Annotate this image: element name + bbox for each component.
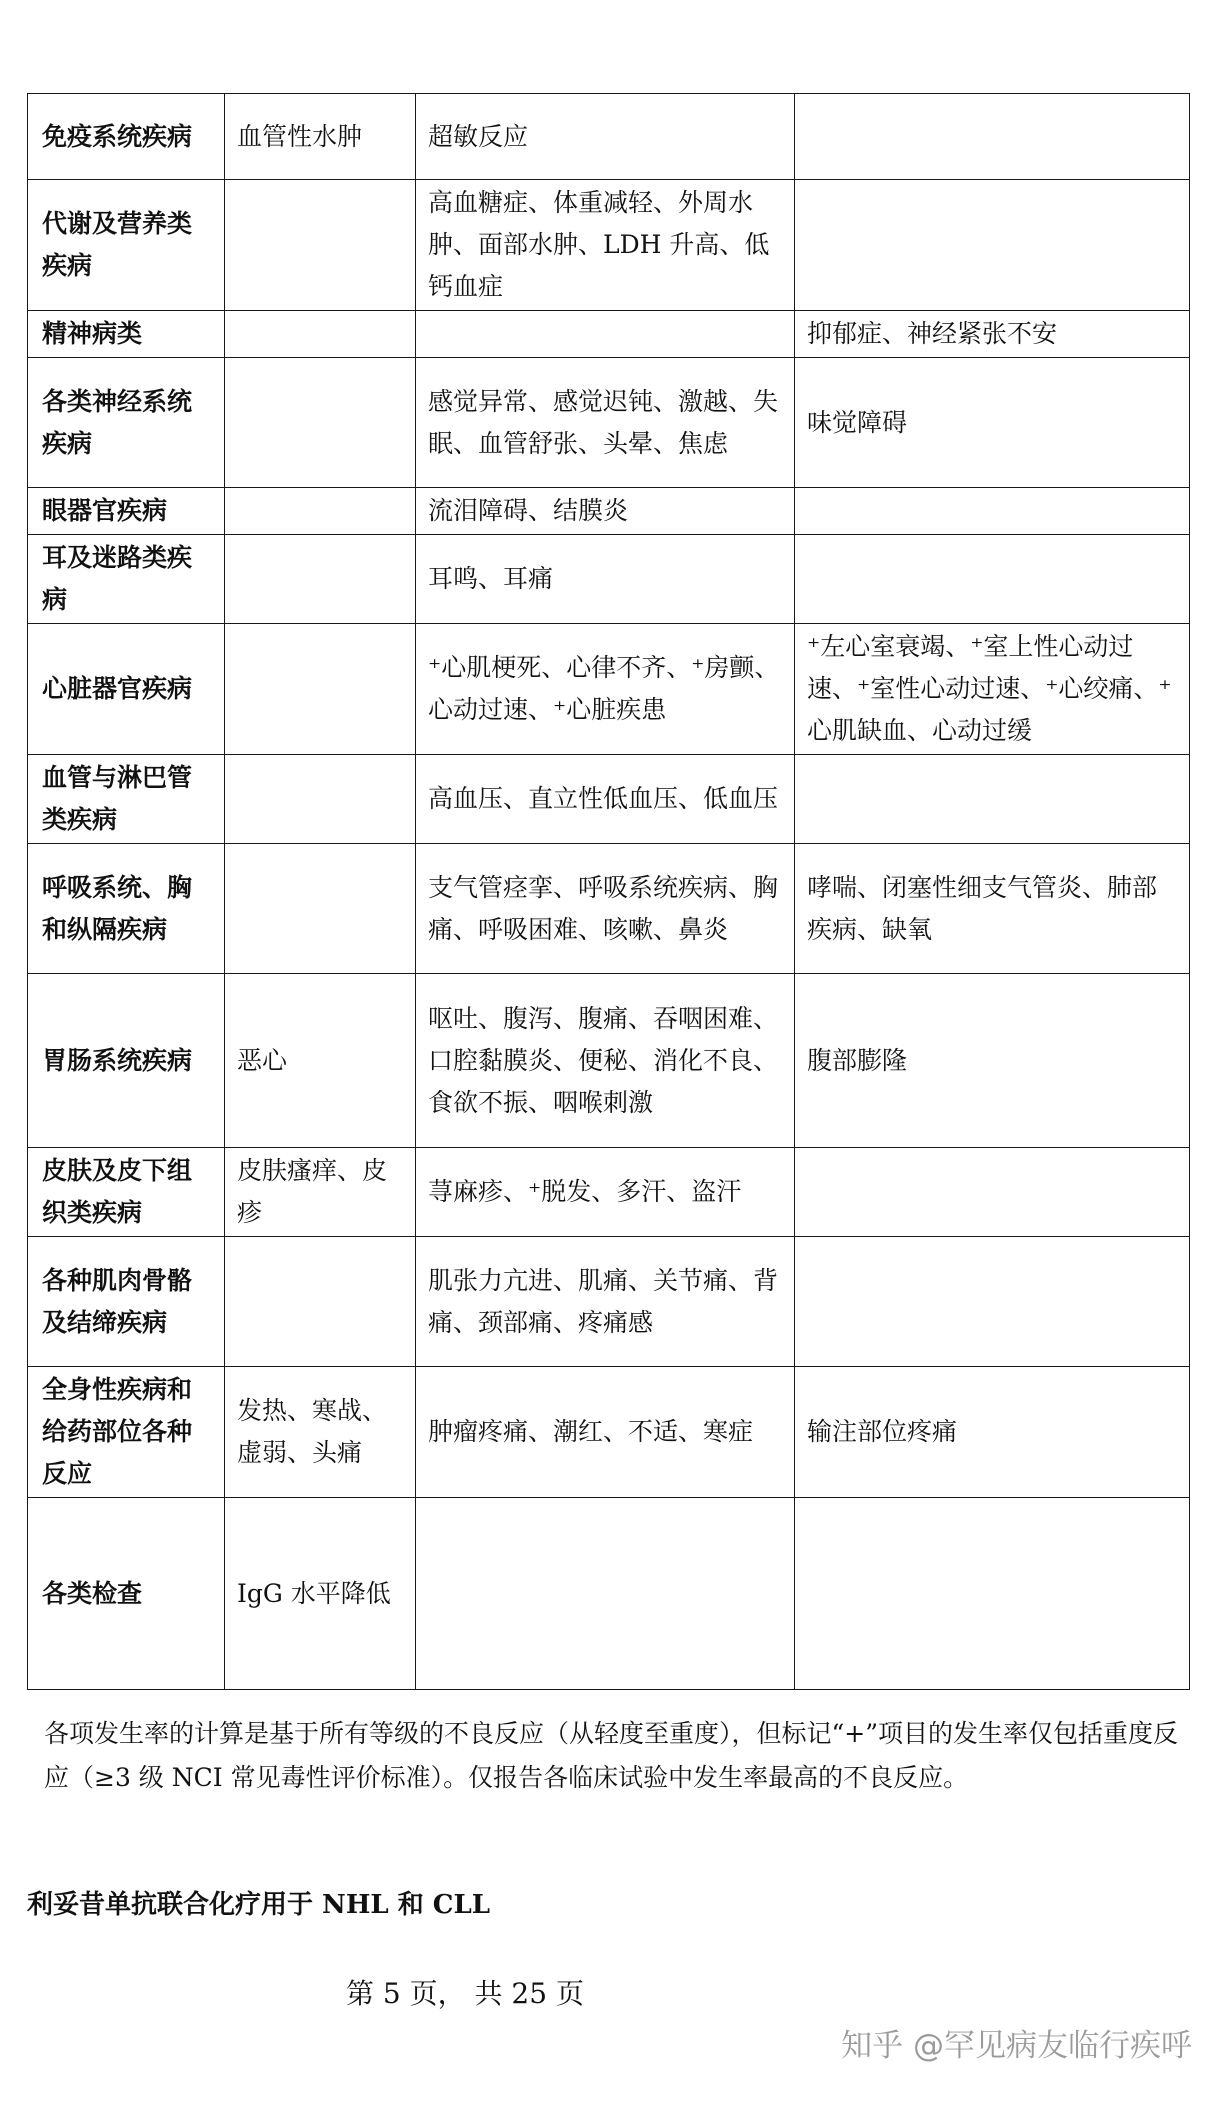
row-category: 眼器官疾病	[28, 488, 225, 535]
row-category: 各种肌肉骨骼及结缔疾病	[28, 1237, 225, 1367]
adverse-reactions-table	[27, 93, 1190, 1690]
cell-col2: 支气管痉挛、呼吸系统疾病、胸痛、呼吸困难、咳嗽、鼻炎	[416, 844, 795, 974]
cell-col2: 高血糖症、体重减轻、外周水肿、面部水肿、LDH 升高、低钙血症	[416, 180, 795, 311]
table-row	[28, 1237, 1190, 1367]
cell-col1: 血管性水肿	[225, 94, 416, 180]
cell-col3: 抑郁症、神经紧张不安	[795, 311, 1190, 358]
table-row	[28, 624, 1190, 755]
cell-col1: 皮肤瘙痒、皮疹	[225, 1148, 416, 1237]
table-row	[28, 1367, 1190, 1498]
cell-col3	[795, 1498, 1190, 1690]
row-category: 皮肤及皮下组织类疾病	[28, 1148, 225, 1237]
table-row	[28, 358, 1190, 488]
cell-col1: 恶心	[225, 974, 416, 1148]
cell-col2: 感觉异常、感觉迟钝、激越、失眠、血管舒张、头晕、焦虑	[416, 358, 795, 488]
cell-col2: 流泪障碍、结膜炎	[416, 488, 795, 535]
table-row	[28, 1148, 1190, 1237]
table-row	[28, 755, 1190, 844]
cell-col3	[795, 755, 1190, 844]
row-category: 各类检查	[28, 1498, 225, 1690]
row-category: 心脏器官疾病	[28, 624, 225, 755]
table-row	[28, 974, 1190, 1148]
row-category: 呼吸系统、胸和纵隔疾病	[28, 844, 225, 974]
table-row	[28, 180, 1190, 311]
table-row	[28, 844, 1190, 974]
row-category: 免疫系统疾病	[28, 94, 225, 180]
cell-col1	[225, 180, 416, 311]
cell-col3: 哮喘、闭塞性细支气管炎、肺部疾病、缺氧	[795, 844, 1190, 974]
cell-col2: 呕吐、腹泻、腹痛、吞咽困难、口腔黏膜炎、便秘、消化不良、食欲不振、咽喉刺激	[416, 974, 795, 1148]
cell-col2	[416, 311, 795, 358]
table-row	[28, 311, 1190, 358]
table-row	[28, 488, 1190, 535]
section-heading: 利妥昔单抗联合化疗用于 NHL 和 CLL	[27, 1890, 491, 1920]
cell-col3: 输注部位疼痛	[795, 1367, 1190, 1498]
table-footnote: 各项发生率的计算是基于所有等级的不良反应（从轻度至重度），但标记“+”项目的发生率仅包括重度反应（≥3 级 NCI 常见毒性评价标准）。仅报告各临床试验中发生率最高的不良反应。	[44, 1719, 1179, 1792]
cell-col3: 腹部膨隆	[795, 974, 1190, 1148]
cell-col3	[795, 94, 1190, 180]
cell-col2: 超敏反应	[416, 94, 795, 180]
cell-col3	[795, 180, 1190, 311]
cell-col1	[225, 1237, 416, 1367]
cell-col1	[225, 624, 416, 755]
table-row	[28, 94, 1190, 180]
cell-col1	[225, 844, 416, 974]
cell-col3: 味觉障碍	[795, 358, 1190, 488]
cell-col2: ⁺心肌梗死、心律不齐、⁺房颤、心动过速、⁺心脏疾患	[416, 624, 795, 755]
row-category: 耳及迷路类疾病	[28, 535, 225, 624]
page-number: 第 5 页， 共 25 页	[346, 1977, 584, 2010]
cell-col3	[795, 1148, 1190, 1237]
cell-col2: 肌张力亢进、肌痛、关节痛、背痛、颈部痛、疼痛感	[416, 1237, 795, 1367]
table-row	[28, 1498, 1190, 1690]
row-category: 代谢及营养类疾病	[28, 180, 225, 311]
cell-col2: 肿瘤疼痛、潮红、不适、寒症	[416, 1367, 795, 1498]
cell-col2: 耳鸣、耳痛	[416, 535, 795, 624]
cell-col3: ⁺左心室衰竭、⁺室上性心动过速、⁺室性心动过速、⁺心绞痛、⁺心肌缺血、心动过缓	[795, 624, 1190, 755]
cell-col1	[225, 535, 416, 624]
row-category: 精神病类	[28, 311, 225, 358]
row-category: 血管与淋巴管类疾病	[28, 755, 225, 844]
cell-col1: IgG 水平降低	[225, 1498, 416, 1690]
cell-col1	[225, 488, 416, 535]
cell-col2	[416, 1498, 795, 1690]
table-row	[28, 535, 1190, 624]
cell-col2: 荨麻疹、⁺脱发、多汗、盗汗	[416, 1148, 795, 1237]
cell-col3	[795, 488, 1190, 535]
cell-col1	[225, 755, 416, 844]
row-category: 各类神经系统疾病	[28, 358, 225, 488]
cell-col1	[225, 358, 416, 488]
row-category: 全身性疾病和给药部位各种反应	[28, 1367, 225, 1498]
cell-col3	[795, 1237, 1190, 1367]
watermark: 知乎 @罕见病友临行疾呼	[841, 2028, 1192, 2064]
row-category: 胃肠系统疾病	[28, 974, 225, 1148]
cell-col1: 发热、寒战、虚弱、头痛	[225, 1367, 416, 1498]
cell-col3	[795, 535, 1190, 624]
cell-col2: 高血压、直立性低血压、低血压	[416, 755, 795, 844]
cell-col1	[225, 311, 416, 358]
